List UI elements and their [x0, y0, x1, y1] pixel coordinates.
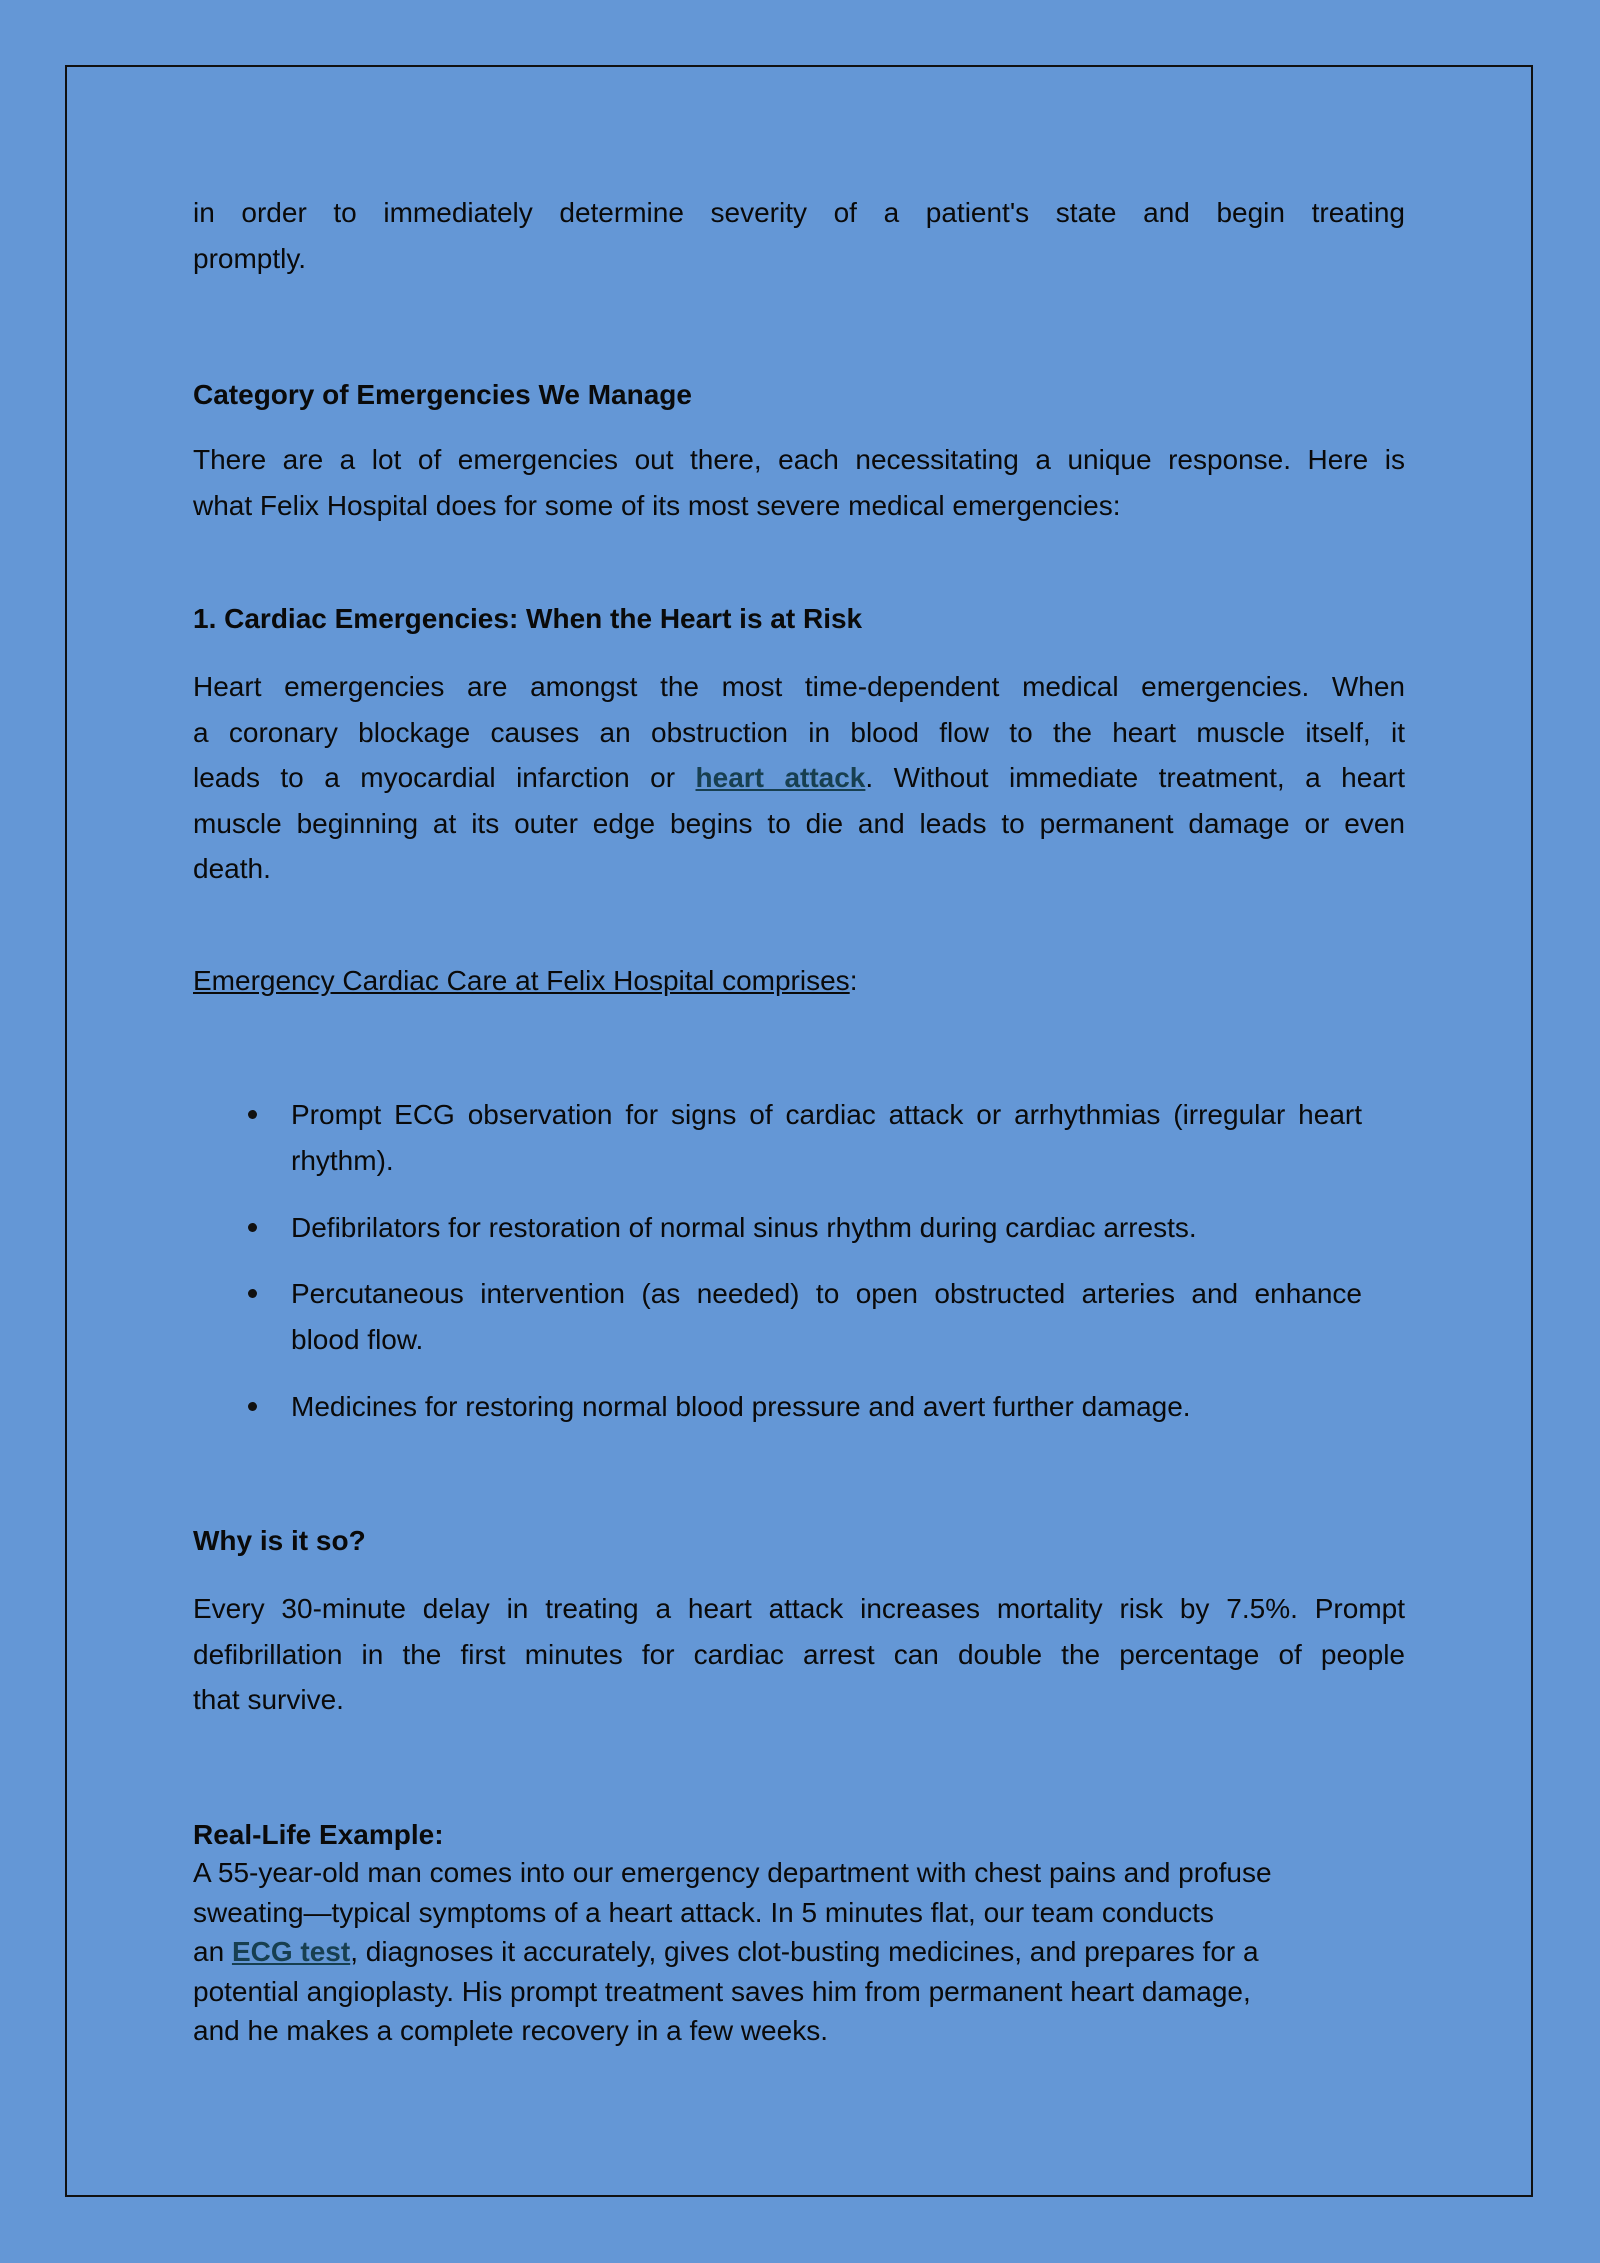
text-line: that survive.: [193, 1684, 344, 1715]
text-line: Prompt ECG observation for signs of cardiac attack or arrhythmias (irregular heart: [291, 1099, 1362, 1130]
text: , diagnoses it accurately, gives clot-busting medicines, and prepares for a: [350, 1936, 1259, 1967]
text-line: and he makes a complete recovery in a few weeks.: [193, 2015, 828, 2046]
text-line: A 55-year-old man comes into our emergency department with chest pains and profuse: [193, 1857, 1272, 1888]
text-line: [193, 1932, 1405, 1972]
why-heading: Why is it so?: [193, 1525, 366, 1556]
text-line: muscle beginning at its outer edge begins to die and leads to permanent damage or even: [193, 807, 1405, 839]
text-line: Heart emergencies are amongst the most time-dependent medical emergencies. When: [193, 671, 1405, 702]
text-line: Every 30-minute delay in treating a heart attack increases mortality risk by 7.5%. Prompt: [193, 1593, 1405, 1624]
care-label-text: Emergency Cardiac Care at Felix Hospital comprises: [193, 965, 850, 996]
section-heading: Category of Emergencies We Manage: [193, 379, 692, 410]
text-line: Percutaneous intervention (as needed) to open obstructed arteries and enhance: [291, 1278, 1362, 1309]
text-line: in order to immediately determine severity of a patient's state and begin treating: [193, 197, 1405, 228]
bullet-icon: [248, 1223, 257, 1232]
example-paragraph: [193, 1853, 1405, 2051]
text-line: what Felix Hospital does for some of its most severe medical emergencies:: [193, 489, 1121, 521]
example-heading: Real-Life Example:: [193, 1819, 444, 1850]
text-line: a coronary blockage causes an obstruction in blood flow to the heart muscle itself, it: [193, 716, 1405, 748]
text-line: Medicines for restoring normal blood pressure and avert further damage.: [291, 1391, 1191, 1422]
text-line: promptly.: [193, 242, 307, 274]
text-line: potential angioplasty. His prompt treatment saves him from permanent heart damage,: [193, 1975, 1251, 2007]
cardiac-paragraph: [193, 664, 1405, 892]
colon: :: [849, 965, 858, 996]
ecg-test-link[interactable]: ECG test: [231, 1936, 351, 1967]
bullet-icon: [248, 1402, 257, 1411]
text: . Without immediate treatment, a heart: [865, 762, 1405, 793]
why-paragraph: [193, 1586, 1405, 1723]
section-paragraph: [193, 437, 1405, 528]
text-line: sweating—typical symptoms of a heart attack. In 5 minutes flat, our team conducts: [193, 1896, 1214, 1928]
text-line: There are a lot of emergencies out there, each necessitating a unique response. Here is: [193, 444, 1405, 475]
intro-paragraph: [193, 190, 1405, 281]
text-line: defibrillation in the first minutes for cardiac arrest can double the percentage of people: [193, 1638, 1405, 1670]
bullet-icon: [248, 1110, 257, 1119]
care-label: [193, 958, 1405, 1004]
text-line: Defibrilators for restoration of normal sinus rhythm during cardiac arrests.: [291, 1212, 1197, 1243]
heart-attack-link[interactable]: heart attack: [695, 762, 866, 793]
bullet-icon: [248, 1289, 257, 1298]
text-line: [193, 755, 1405, 801]
text-line: rhythm).: [291, 1144, 394, 1176]
text: leads to a myocardial infarction or: [193, 762, 696, 793]
text: an: [193, 1936, 232, 1967]
cardiac-heading: 1. Cardiac Emergencies: When the Heart is at Risk: [193, 603, 863, 634]
text-line: death.: [193, 853, 271, 884]
text-line: blood flow.: [291, 1323, 424, 1355]
